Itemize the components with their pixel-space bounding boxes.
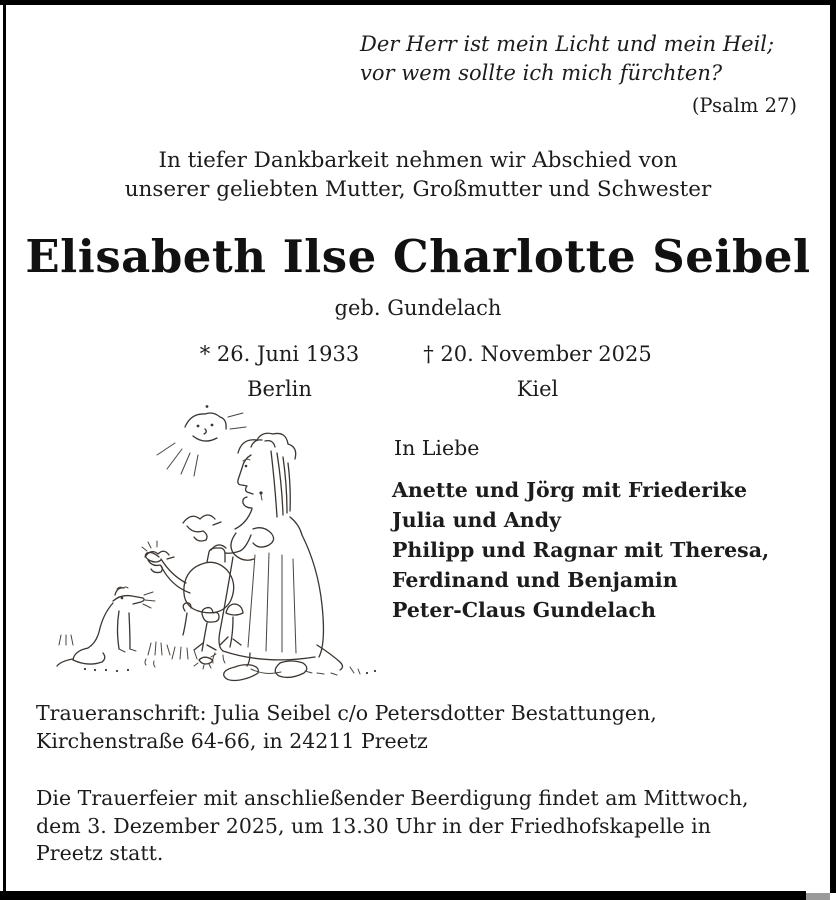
service-line-2: dem 3. Dezember 2025, um 13.30 Uhr in der Friedhofskapelle in — [36, 813, 711, 838]
quote-line-1: Der Herr ist mein Licht und mein Heil; — [360, 32, 775, 56]
mourner-line: Julia und Andy — [392, 508, 561, 532]
frame-left-border — [3, 0, 6, 893]
mourner-line: Anette und Jörg mit Friederike — [392, 478, 748, 502]
frame-bottom-border-fade — [806, 893, 830, 900]
death-date: 20. November 2025 — [440, 342, 652, 366]
birth-details — [157, 340, 402, 404]
quote-source: (Psalm 27) — [691, 94, 797, 117]
beetle-sketch — [194, 654, 216, 669]
mourner-line: Philipp und Ragnar mit Theresa, — [392, 538, 770, 562]
service-line-3: Preetz statt. — [36, 841, 164, 865]
birth-place: Berlin — [247, 377, 312, 401]
scripture-quote — [360, 30, 774, 88]
birth-symbol: * — [199, 342, 211, 366]
sun-sketch — [157, 405, 246, 476]
mourner-line: Peter-Claus Gundelach — [392, 598, 656, 622]
mourning-address — [36, 700, 657, 755]
deceased-name: Elisabeth Ilse Charlotte Seibel — [25, 230, 811, 283]
frame-bottom-border — [0, 891, 806, 900]
intro-line-2: unserer geliebten Mutter, Großmutter und Schwester — [124, 177, 712, 202]
death-symbol: † — [423, 342, 434, 366]
death-date-line — [415, 340, 660, 369]
funeral-service-info — [36, 785, 749, 868]
frame-top-border — [0, 0, 836, 5]
salutation: In Liebe — [394, 436, 480, 460]
watering-woman-sketch — [55, 405, 395, 685]
birth-date-line — [157, 340, 402, 369]
quote-line-2: vor wem sollte ich mich fürchten? — [360, 61, 723, 85]
mourner-line: Ferdinand und Benjamin — [392, 568, 678, 592]
dog-sketch — [57, 587, 155, 672]
address-line-1: Traueranschrift: Julia Seibel c/o Petersdotter Bestattungen, — [36, 701, 657, 725]
memorial-illustration — [55, 405, 395, 685]
frame-right-border — [830, 0, 836, 893]
birds-sketch — [145, 515, 221, 573]
death-place: Kiel — [516, 377, 559, 401]
intro-line-1: In tiefer Dankbarkeit nehmen wir Abschied von — [158, 148, 678, 173]
death-details — [415, 340, 660, 404]
address-line-2: Kirchenstraße 64-66, in 24211 Preetz — [36, 728, 428, 753]
mourners-list — [392, 475, 769, 625]
maiden-name: geb. Gundelach — [334, 296, 502, 320]
service-line-1: Die Trauerfeier mit anschließender Beerdigung findet am Mittwoch, — [36, 786, 749, 810]
woman-sketch — [219, 433, 343, 680]
birth-date: 26. Juni 1933 — [216, 342, 360, 366]
grass-sketch — [59, 635, 376, 675]
introduction — [0, 146, 836, 204]
